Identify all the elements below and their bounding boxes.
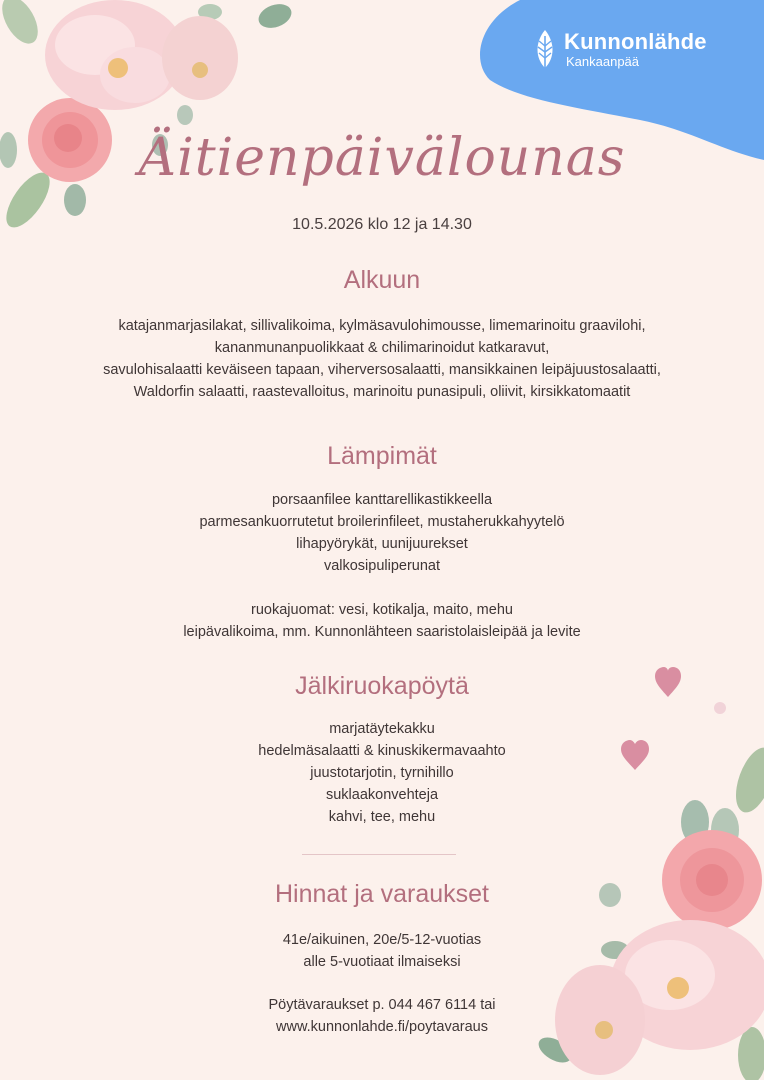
top-left-flowers	[0, 0, 295, 234]
menu-line: katajanmarjasilakat, sillivalikoima, kylmäsavulohimousse, limemarinoitu graavilohi,	[118, 318, 646, 334]
menu-line: valkosipuliperunat	[323, 558, 441, 574]
leaf-icon	[0, 0, 45, 50]
apple-blossom-icon	[162, 16, 238, 100]
booking-phone: Pöytävaraukset p. 044 467 6114 tai	[268, 997, 496, 1013]
menu-line: parmesankuorrutetut broilerinfileet, mustaherukkahyytelö	[199, 514, 565, 530]
price-line: alle 5-vuotiaat ilmaiseksi	[303, 954, 461, 970]
menu-line: kananmunanpuolikkaat & chilimarinoidut katkaravut,	[214, 340, 550, 356]
menu-line: Waldorfin salaatti, raastevalloitus, marinoitu punasipuli, oliivit, kirsikkatomaatit	[133, 384, 631, 400]
mains-list	[60, 489, 704, 577]
leaf-icon	[64, 184, 86, 216]
brand-logo	[530, 28, 707, 70]
menu-line: porsaanfilee kanttarellikastikkeella	[271, 492, 493, 508]
brand-name: Kunnonlähde	[564, 28, 707, 54]
menu-line: suklaakonvehteja	[325, 787, 439, 803]
page-title: Äitienpäivälounas	[138, 128, 626, 188]
menu-line: lihapyörykät, uunijuurekset	[296, 536, 468, 552]
leaf-icon	[738, 1027, 764, 1080]
section-heading-mains: Lämpimät	[327, 442, 437, 470]
leaf-icon	[177, 105, 193, 125]
menu-line: ruokajuomat: vesi, kotikalja, maito, mehu	[251, 602, 513, 618]
menu-line: savulohisalaatti keväiseen tapaan, viherversosalaatti, mansikkainen leipäjuustosalaatti,	[103, 362, 661, 378]
desserts-list	[60, 718, 704, 828]
starters-list	[60, 315, 704, 403]
price-line: 41e/aikuinen, 20e/5-12-vuotias	[282, 932, 482, 948]
menu-line: leipävalikoima, mm. Kunnonlähteen saaristolaisleipää ja levite	[183, 624, 581, 640]
menu-line: hedelmäsalaatti & kinuskikermavaahto	[258, 743, 506, 759]
menu-line: kahvi, tee, mehu	[328, 809, 436, 825]
section-heading-starters: Alkuun	[343, 266, 421, 294]
leaf-icon	[255, 0, 294, 32]
brand-location: Kankaanpää	[566, 53, 640, 69]
leaf-logo-icon	[530, 28, 560, 70]
booking-info	[60, 994, 704, 1038]
dot-decoration	[714, 702, 726, 714]
menu-line: juustotarjotin, tyrnihillo	[310, 765, 454, 781]
leaf-icon	[728, 743, 764, 818]
prices-list	[60, 929, 704, 973]
menu-line: marjatäytekakku	[329, 721, 435, 737]
drinks-bread-list	[60, 599, 704, 643]
section-heading-desserts: Jälkiruokapöytä	[295, 672, 469, 700]
section-heading-prices: Hinnat ja varaukset	[274, 880, 489, 908]
divider	[302, 854, 456, 855]
event-date: 10.5.2026 klo 12 ja 14.30	[292, 216, 472, 233]
booking-url: www.kunnonlahde.fi/poytavaraus	[276, 1019, 488, 1035]
